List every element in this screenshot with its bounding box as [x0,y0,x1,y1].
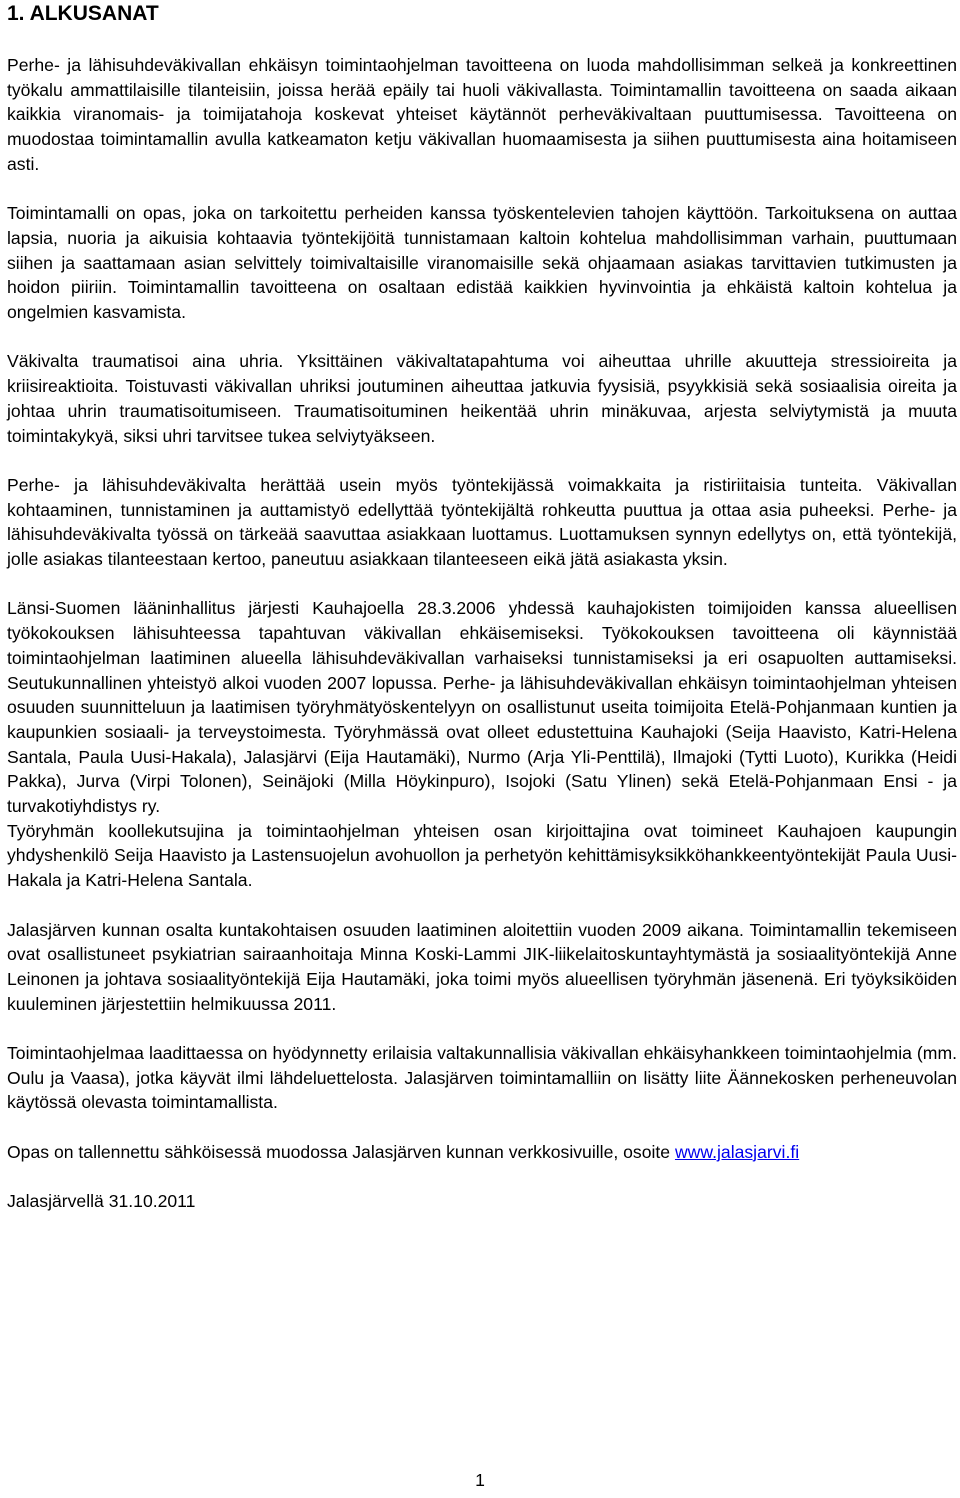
paragraph-1: Perhe- ja lähisuhdeväkivallan ehkäisyn toimintaohjelman tavoitteena on luoda mahdollisimman selkeä ja konkreettinen työkalu ammattilaisille tilanteisiin, joissa herää epäily tai huoli väkivallasta. Toimintamallin tavoitteena on saada aikaan kaikkia viranomais- ja toimijatahoja koskevat yhteiset käytännöt perheväkivaltaan puuttumisessa. Tavoitteena on muodostaa toimintamallin avulla katkeamaton ketju väkivallan huomaamisesta ja siihen puuttumisesta aina hoitamiseen asti. [7,55,957,174]
paragraph-9-text: Opas on tallennettu sähköisessä muodossa Jalasjärven kunnan verkkosivuille, osoite [7,1141,671,1162]
paragraph-9 [7,1140,957,1165]
spacer [7,325,957,350]
spacer [7,1016,957,1041]
paragraph-4: Perhe- ja lähisuhdeväkivalta herättää usein myös työntekijässä voimakkaita ja ristiriitaisia tunteita. Väkivallan kohtaaminen, tunnistaminen ja auttamistyö edellyttää työntekijältä rohkeutta puuttua ja ottaa asia puheeksi. Perhe- ja lähisuhdeväkivalta työssä on tärkeää saavuttaa asiakkaan luottamus. Luottamuksen synnyn edellytys on, että työntekijä, jolle asiakas tilanteestaan kertoo, paneutuu asiakkaan tilanteeseen eikä jätä asiakasta yksin. [7,474,957,570]
spacer [7,1115,957,1140]
closing-line: Jalasjärvellä 31.10.2011 [7,1191,196,1212]
spacer [7,1165,957,1190]
spacer [7,893,957,918]
paragraph-6: Työryhmän koollekutsujina ja toimintaohjelman yhteisen osan kirjoittajina ovat toimineet Kauhajoen kaupungin yhdyshenkilö Seija Haavisto ja Lastensuojelun avohuollon ja perhetyön kehittämisyksikköhankkeentyöntekijät Paula Uusi-Hakala ja Katri-Helena Santala. [7,820,957,891]
website-link[interactable]: www.jalasjarvi.fi [674,1141,800,1162]
paragraph-7: Jalasjärven kunnan osalta kuntakohtaisen osuuden laatiminen aloitettiin vuoden 2009 aikana. Toimintamallin tekemiseen ovat osallistuneet psykiatrian sairaanhoitaja Minna Koski-Lammi JIK-liikelaitoskuntayhtymästä ja sosiaalityöntekijä Anne Leinonen ja johtava sosiaalityöntekijä Eija Hautamäki, joka toimi myös alueellisen työryhmän jäsenenä. Eri työyksiköiden kuuleminen järjestettiin helmikuussa 2011. [7,919,957,1014]
spacer [7,448,957,473]
section-heading: 1. ALKUSANAT [7,2,159,25]
spacer [7,26,957,53]
paragraph-3: Väkivalta traumatisoi aina uhria. Yksittäinen väkivaltatapahtuma voi aiheuttaa uhrille akuutteja stressioireita ja kriisireaktioita. Toistuvasti väkivallan uhriksi joutuminen aiheuttaa jatkuvia fyysisiä, psyykkisiä sekä sosiaalisia oireita ja johtaa uhrin traumatisoitumiseen. Traumatisoituminen heikentää uhrin minäkuvaa, arjesta selviytymistä ja muuta toimintakykyä, siksi uhri tarvitsee tukea selviytyäkseen. [7,351,957,446]
paragraph-2: Toimintamalli on opas, joka on tarkoitettu perheiden kanssa työskentelevien tahojen käyttöön. Tarkoituksena on auttaa lapsia, nuoria ja aikuisia kohtaavia työntekijöitä tunnistamaan kaltoin kohtelua mahdollisimman varhain, puuttumaan siihen ja saattamaan asian selvittely toimivaltaisille viranomaisille sekä ohjaamaan asiakas tarvittavien tutkimusten ja hoidon piiriin. Toimintamallin tavoitteena on osaltaan edistää kaikkien hyvinvointia ja ehkäistä kaltoin kohtelua ja ongelmien kasvamista. [7,203,957,323]
spacer [7,177,957,202]
paragraph-8: Toimintaohjelmaa laadittaessa on hyödynnetty erilaisia valtakunnallisia väkivallan ehkäisyhankkeen toimintaohjelmia (mm. Oulu ja Vaasa), jotka käyvät ilmi lähdeluettelosta. Jalasjärven toimintamalliin on lisätty liite Äännekosken perheneuvolan käytössä olevasta toimintamallista. [7,1043,957,1113]
page-number: 1 [475,1470,485,1490]
document-page [7,0,957,1214]
spacer [7,572,957,597]
paragraph-5: Länsi-Suomen lääninhallitus järjesti Kauhajoella 28.3.2006 yhdessä kauhajokisten toimijoiden kanssa alueellisen työkokouksen lähisuhteessa tapahtuvan väkivallan ehkäisemiseksi. Työkokouksen tavoitteena oli käynnistää toimintaohjelman laatiminen alueella lähisuhdeväkivallan varhaiseksi tunnistamiseksi ja eri osapuolten auttamiseksi. Seutukunnallinen yhteistyö alkoi vuoden 2007 lopussa. Perhe- ja lähisuhdeväkivallan ehkäisyn toimintaohjelman yhteisen osuuden suunnitteluun ja laatimisen työryhmätyöskentelyyn on osallistunut useita toimijoita Etelä-Pohjanmaan kuntien ja kaupunkien sosiaali- ja terveystoimesta. Työryhmässä ovat olleet edustettuina Kauhajoki (Seija Haavisto, Katri-Helena Santala, Paula Uusi-Hakala), Jalasjärvi (Eija Hautamäki), Nurmo (Arja Yli-Penttilä), Ilmajoki (Tytti Luoto), Kurikka (Heidi Pakka), Jurva (Virpi Tolonen), Seinäjoki (Milla Höykinpuro), Isojoki (Satu Ylinen) sekä Etelä-Pohjanmaan Ensi - ja turvakotiyhdistys ry. [7,598,957,817]
